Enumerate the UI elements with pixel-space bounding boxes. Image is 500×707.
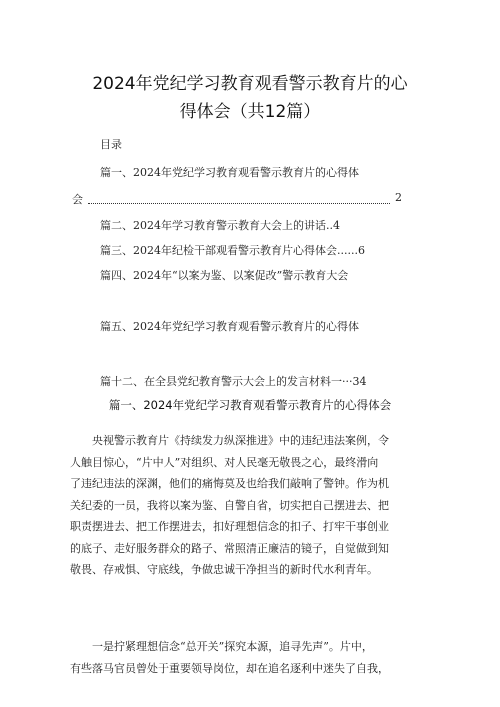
paragraph-line: 人触目惊心，“片中人”对组织、对人民毫无敬畏之心，最终滑向 [70,455,379,469]
toc-item-1-page[interactable]: 2 [395,191,402,204]
paragraph-1 [70,430,438,581]
toc-item-2[interactable]: 篇二、2024年学习教育警示教育大会上的讲话..4 [100,219,340,232]
toc-leader-dots [88,193,390,204]
paragraph-line: 央视警示教育片《持续发力纵深推进》中的违纪违法案例，令 [92,434,389,447]
section-title: 篇一、2024年党纪学习教育观看警示教育片的心得体会 [108,398,392,412]
paragraph-line: 敬畏、存戒惧、守底线，争做忠诚干净担当的新时代水利青年。 [70,563,378,576]
toc-item-1-continued[interactable]: 会 [72,193,83,206]
paragraph-line: 职责摆进去、把工作摆进去，扣好理想信念的扣子、打牢干事创业 [70,520,389,533]
toc-heading: 目录 [100,138,122,151]
toc-item-1[interactable]: 篇一、2024年党纪学习教育观看警示教育片的心得体 [100,166,359,179]
toc-item-12[interactable]: 篇十二、在全县党纪教育警示大会上的发言材料一···34 [100,375,367,388]
toc-item-5[interactable]: 篇五、2024年党纪学习教育观看警示教育片的心得体 [100,320,359,333]
paragraph-2 [70,636,438,679]
toc-item-4[interactable]: 篇四、2024年“以案为鉴、以案促改”警示教育大会 [100,269,349,282]
paragraph-line: 的底子、走好服务群众的路子、常照清正廉洁的镜子，自觉做到知 [70,541,389,555]
paragraph-line: 有些落马官员曾处于重要领导岗位，却在追名逐利中迷失了自我， [70,661,389,675]
toc-item-3[interactable]: 篇三、2024年纪检干部观看警示教育片心得体会......6 [100,244,365,257]
paragraph-line: 了违纪违法的深渊，他们的痛悔莫及也给我们敲响了警钟。作为机 [70,477,389,490]
paragraph-line: 关纪委的一员，我将以案为鉴、自警自省，切实把自己摆进去、把 [70,498,389,512]
paragraph-line: 一是拧紧理想信念“总开关”探究本源，追寻先声”。片中， [92,640,373,653]
title-line-1: 2024年党纪学习教育观看警示教育片的心 [92,74,408,94]
title-line-2: 得体会（共12篇） [179,102,321,122]
document-title [60,70,440,126]
